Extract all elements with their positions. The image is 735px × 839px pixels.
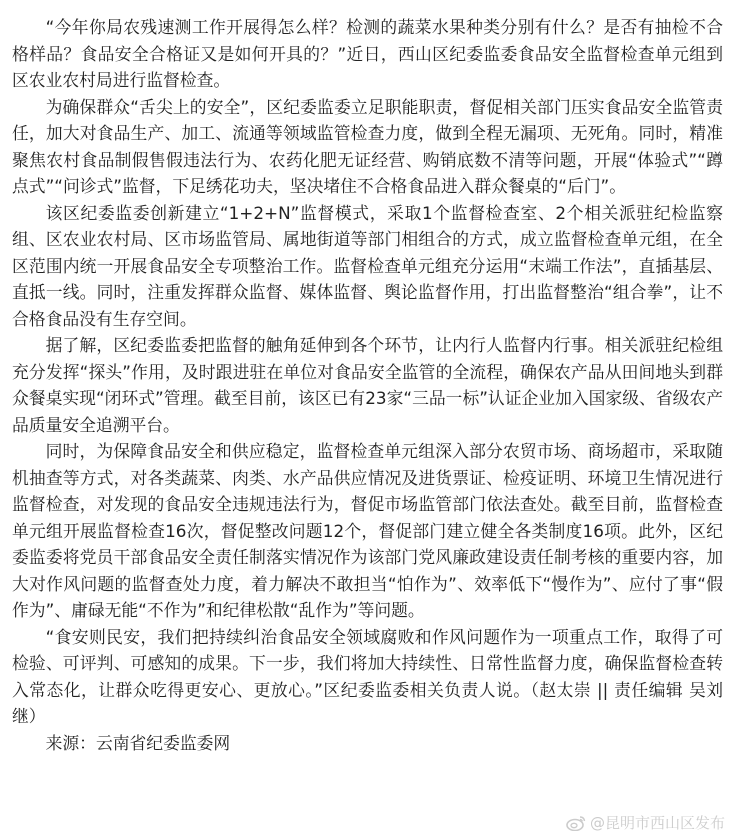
article-paragraph-6: “食安则民安，我们把持续纠治食品安全领域腐败和作风问题作为一项重点工作，取得了可检验、可评判、可感知的成果。下一步，我们将加大持续性、日常性监督力度，确保监督检查转入常态化，让群众吃得更安心、更放心。”区纪委监委相关负责人说。（赵太崇 || 责任编辑 吴刘继）	[12, 626, 723, 726]
article-paragraph-2: 为确保群众“舌尖上的安全”，区纪委监委立足职能职责，督促相关部门压实食品安全监管责任，加大对食品生产、加工、流通等领域监管检查力度，做到全程无漏项、无死角。同时，精准聚焦农村食品制假售假违法行为、农药化肥无证经营、购销底数不清等问题，开展“体验式”“蹲点式”“问诊式”监督，下足绣花功夫，坚决堵住不合格食品进入群众餐桌的“后门”。	[12, 96, 723, 196]
article-paragraph-1: “今年你局农残速测工作开展得怎么样？检测的蔬菜水果种类分别有什么？是否有抽检不合格样品？食品安全合格证又是如何开具的？”近日，西山区纪委监委食品安全监督检查单元组到区农业农村局进行监督检查。	[12, 17, 723, 90]
article-body	[12, 14, 723, 756]
article-paragraph-5: 同时，为保障食品安全和供应稳定，监督检查单元组深入部分农贸市场、商场超市，采取随机抽查等方式，对各类蔬菜、肉类、水产品供应情况及进货票证、检疫证明、环境卫生情况进行监督检查，对发现的食品安全违规违法行为，督促市场监管部门依法查处。截至目前，监督检查单元组开展监督检查16次，督促整改问题12个，督促部门建立健全各类制度16项。此外，区纪委监委将党员干部食品安全责任制落实情况作为该部门党风廉政建设责任制考核的重要内容，加大对作风问题的监督查处力度，着力解决不敢担当“怕作为”、效率低下“慢作为”、应付了事“假作为”、庸碌无能“不作为”和纪律松散“乱作为”等问题。	[12, 441, 723, 620]
watermark-text: @昆明市西山区发布	[589, 814, 725, 832]
weibo-watermark	[566, 813, 725, 833]
article-paragraph-4: 据了解，区纪委监委把监督的触角延伸到各个环节，让内行人监督内行事。相关派驻纪检组充分发挥“探头”作用，及时跟进驻在单位对食品安全监管的全流程，确保农产品从田间地头到群众餐桌实现“闭环式”管理。截至目前，该区已有23家“三品一标”认证企业加入国家级、省级农产品质量安全追溯平台。	[12, 335, 723, 435]
article-source: 来源：云南省纪委监委网	[45, 732, 231, 753]
weibo-logo-icon	[566, 815, 586, 831]
article-paragraph-3: 该区纪委监委创新建立“1+2+N”监督模式，采取1个监督检查室、2个相关派驻纪检监察组、区农业农村局、区市场监管局、属地街道等部门相组合的方式，成立监督检查单元组，在全区范围内统一开展食品安全专项整治工作。监督检查单元组充分运用“末端工作法”，直插基层、直抵一线。同时，注重发挥群众监督、媒体监督、舆论监督作用，打出监督整治“组合拳”，让不合格食品没有生存空间。	[12, 202, 723, 329]
